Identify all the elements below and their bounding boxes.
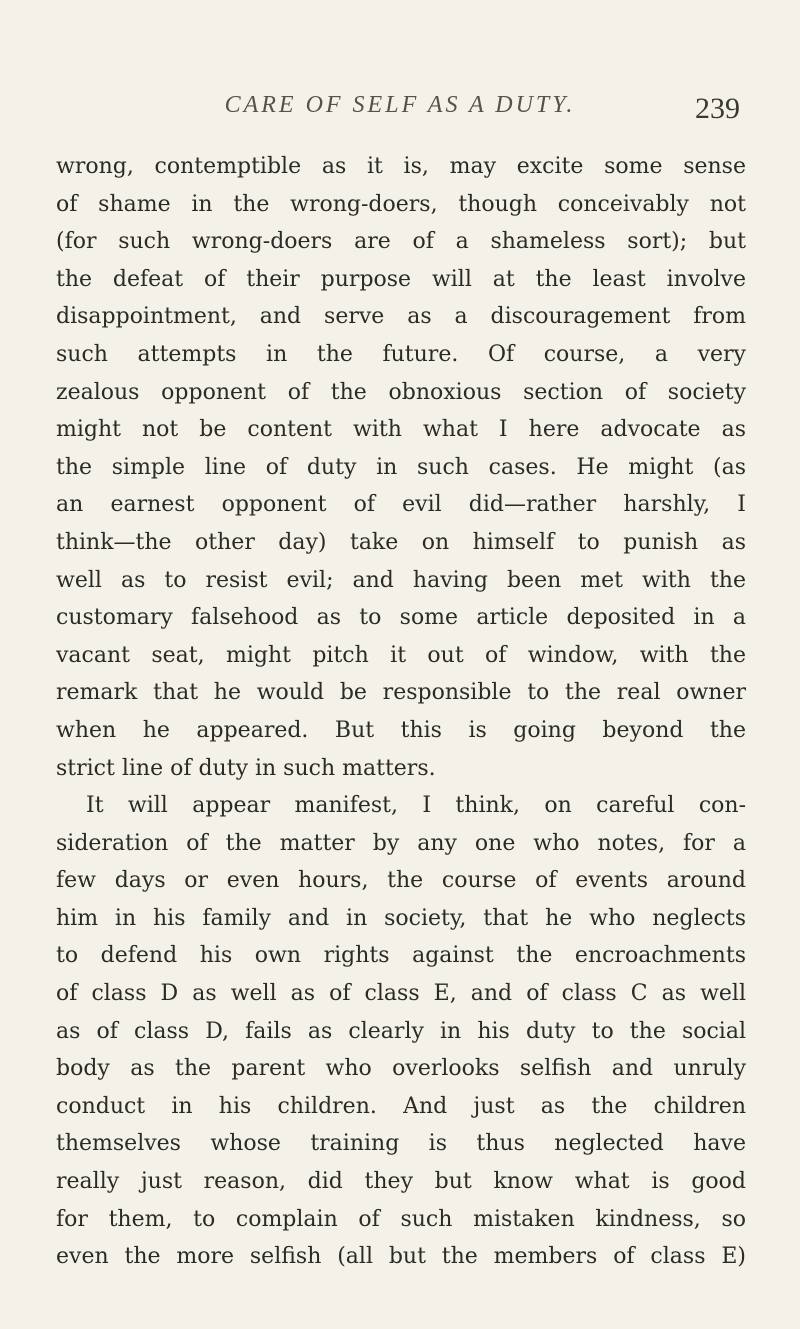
body-text: [56, 148, 746, 1276]
paragraph-start-line: It will appear manifest, I think, on careful con-: [86, 793, 746, 819]
text-line: customary falsehood as to some article deposited in a: [56, 605, 746, 631]
text-line: to defend his own rights against the encroachments: [56, 943, 746, 969]
text-line: think—the other day) take on himself to punish as: [56, 529, 746, 555]
text-line: when he appeared. But this is going beyond the: [56, 717, 746, 743]
text-line: an earnest opponent of evil did—rather harshly, I: [56, 492, 746, 518]
running-head: [56, 92, 744, 132]
text-line: such attempts in the future. Of course, a very: [56, 341, 746, 367]
running-title: CARE OF SELF AS A DUTY.: [224, 92, 576, 118]
text-line: well as to resist evil; and having been met with the: [56, 567, 746, 593]
text-line: conduct in his children. And just as the children: [56, 1093, 746, 1119]
text-line: for them, to complain of such mistaken kindness, so: [56, 1206, 746, 1232]
text-line: him in his family and in society, that he who neglects: [56, 905, 746, 931]
text-line: the simple line of duty in such cases. He might (as: [56, 454, 746, 480]
text-line: the defeat of their purpose will at the least involve: [56, 266, 746, 292]
text-line: of class D as well as of class E, and of class C as well: [56, 981, 746, 1007]
text-line: (for such wrong-doers are of a shameless sort); but: [56, 229, 746, 255]
text-line: really just reason, did they but know what is good: [56, 1169, 746, 1195]
page-number: 239: [695, 92, 740, 125]
text-line: remark that he would be responsible to the real owner: [56, 680, 746, 706]
text-line: of shame in the wrong-doers, though conceivably not: [56, 191, 746, 217]
text-line: sideration of the matter by any one who notes, for a: [56, 830, 746, 856]
text-line: even the more selfish (all but the members of class E): [56, 1244, 746, 1270]
paragraph-end-line: strict line of duty in such matters.: [56, 755, 436, 781]
text-line: body as the parent who overlooks selfish and unruly: [56, 1056, 746, 1082]
text-line: themselves whose training is thus neglected have: [56, 1131, 746, 1157]
text-line: zealous opponent of the obnoxious section of society: [56, 379, 746, 405]
text-line: wrong, contemptible as it is, may excite some sense: [56, 154, 746, 179]
text-line: disappointment, and serve as a discouragement from: [56, 304, 746, 330]
text-line: as of class D, fails as clearly in his duty to the social: [56, 1018, 746, 1044]
text-line: might not be content with what I here advocate as: [56, 417, 746, 443]
text-line: vacant seat, might pitch it out of window, with the: [56, 642, 746, 668]
text-line: few days or even hours, the course of events around: [56, 868, 746, 894]
